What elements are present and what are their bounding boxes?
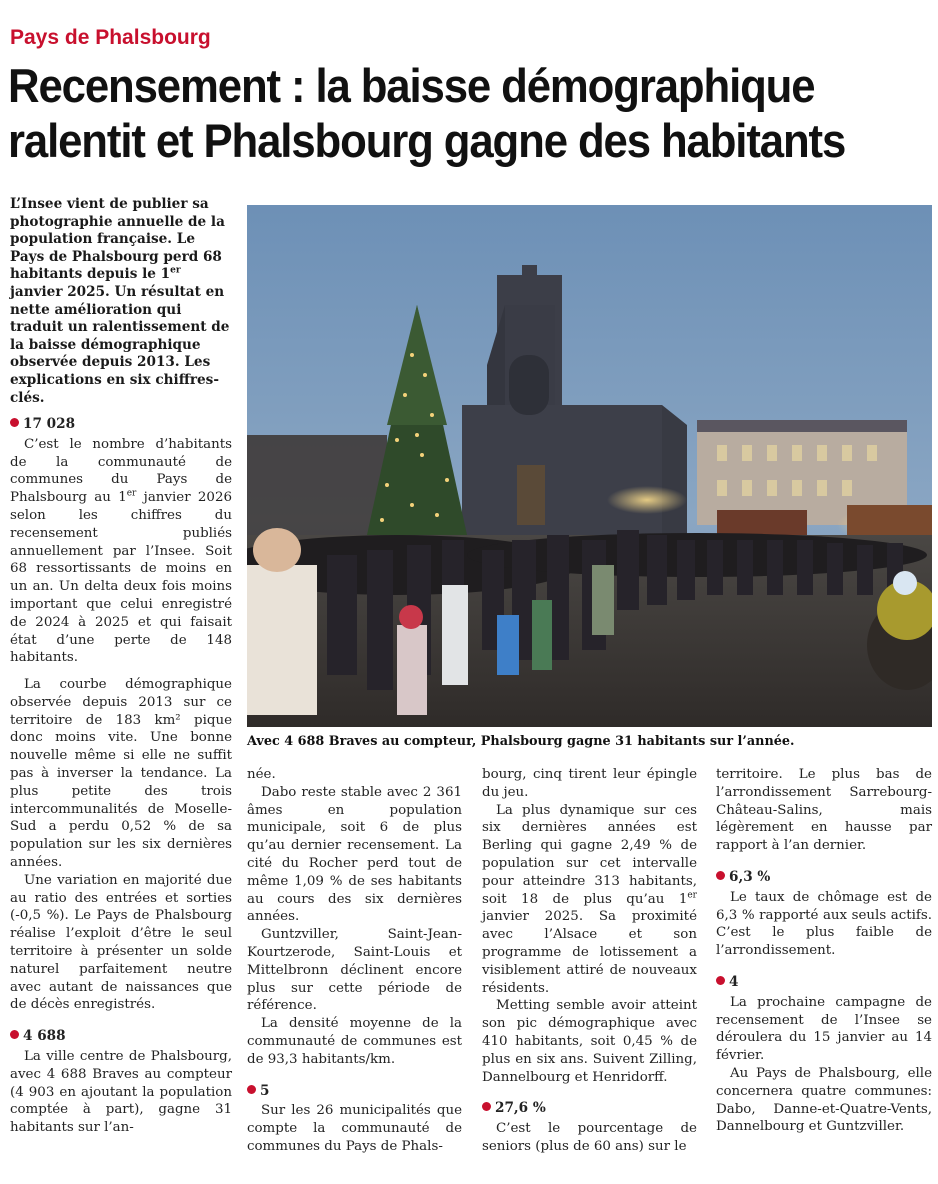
- key-figure-2: 4 688: [10, 1028, 232, 1046]
- paragraph: La densité moyenne de la communauté de communes est de 93,3 habitants/km.: [247, 1016, 462, 1067]
- paragraph: C’est le nombre d’habitants de la communauté de communes du Pays de Phalsbourg au 1er janvier 2026 selon les chiffres du recensement publiés annuellement par l’Insee. Soit 68 ressortissants de moins en un an. Un delta deux fois moins important que celui enregistré de 2024 à 2025 et qui faisait état d’une perte de 148 habitants.: [10, 436, 232, 666]
- column-1: [10, 406, 232, 667]
- column-4: [482, 766, 697, 1156]
- bullet-dot-icon: [716, 976, 725, 985]
- paragraph: Dabo reste stable avec 2 361 âmes en population municipale, soit 6 de plus qu’au dernier recensement. La cité du Rocher perd tout de même 1,09 % de ses habitants au cours des six dernières années.: [247, 784, 462, 925]
- photo-phalsbourg-christmas-market: [247, 205, 932, 727]
- paragraph: née.: [247, 767, 276, 782]
- column-3: [247, 766, 462, 1156]
- lead-text: L’Insee vient de publier sa photographie annuelle de la population française. Le Pays de Phalsbourg perd 68 habitants depuis le 1: [10, 196, 225, 283]
- bullet-dot-icon: [10, 418, 19, 427]
- paragraph: Une variation en majorité due au ratio des entrées et sorties (-0,5 %). Le Pays de Phalsbourg réalise l’exploit d’être le seul territoire à présenter un solde naturel parfaitement neutre avec autant de naissances que de décès enregistrés.: [10, 872, 232, 1013]
- key-figure-3: 5: [247, 1083, 462, 1101]
- photo-illustration: [247, 205, 932, 727]
- key-figure-6: 4: [716, 974, 932, 992]
- lead-paragraph: [10, 196, 232, 407]
- lead-sup: er: [170, 265, 181, 276]
- column-1b: [10, 676, 232, 1137]
- headline-line-1: Recensement : la baisse démographique: [8, 59, 815, 112]
- paragraph: La ville centre de Phalsbourg, avec 4 688 Braves au compteur (4 903 en ajoutant la population comptée à part), gagne 31 habitants sur l’an-: [10, 1048, 232, 1136]
- key-figure-4: 27,6 %: [482, 1100, 697, 1118]
- bullet-dot-icon: [247, 1085, 256, 1094]
- headline: [8, 58, 871, 168]
- section-kicker: Pays de Phalsbourg: [10, 26, 211, 49]
- headline-line-2: ralentit et Phalsbourg gagne des habitants: [8, 114, 846, 167]
- paragraph: La prochaine campagne de recensement de l’Insee se déroulera du 15 janvier au 14 février.: [716, 994, 932, 1064]
- photo-caption: Avec 4 688 Braves au compteur, Phalsbourg gagne 31 habitants sur l’année.: [247, 734, 795, 749]
- paragraph: Guntzviller, Saint-Jean-Kourtzerode, Saint-Louis et Mittelbronn déclinent encore plus sur cette période de référence.: [247, 927, 462, 1014]
- bullet-dot-icon: [482, 1102, 491, 1111]
- lead-text-end: janvier 2025. Un résultat en nette amélioration qui traduit un ralentissement de la baisse démographique observée depuis 2013. Les explications en six chiffres-clés.: [10, 283, 230, 406]
- bullet-dot-icon: [716, 871, 725, 880]
- paragraph: bourg, cinq tirent leur épingle du jeu.: [482, 767, 697, 800]
- paragraph: Metting semble avoir atteint son pic démographique avec 410 habitants, soit 0,45 % de plus en six ans. Suivent Zilling, Dannelbourg et Henridorff.: [482, 998, 697, 1085]
- paragraph: Au Pays de Phalsbourg, elle concernera quatre communes: Dabo, Danne-et-Quatre-Vents, Dannelbourg et Guntzviller.: [716, 1065, 932, 1135]
- paragraph: C’est le pourcentage de seniors (plus de 60 ans) sur le: [482, 1121, 697, 1154]
- paragraph: Le taux de chômage est de 6,3 % rapporté aux seuls actifs. C’est le plus faible de l’arrondissement.: [716, 889, 932, 959]
- key-figure-1: 17 028: [10, 416, 232, 434]
- bullet-dot-icon: [10, 1030, 19, 1039]
- paragraph: La courbe démographique observée depuis 2013 sur ce territoire de 183 km² pique donc moins vite. Une bonne nouvelle même si elle ne suffit pas à inverser la tendance. La plus petite des trois intercommunalités de Moselle-Sud a perdu 0,52 % de sa population sur les six dernières années.: [10, 677, 232, 870]
- paragraph: La plus dynamique sur ces six dernières années est Berling qui gagne 2,49 % de population sur cet intervalle pour atteindre 313 habitants, soit 18 de plus qu’au 1er janvier 2025. Sa proximité avec l’Alsace et son programme de lotissement a visiblement attiré de nouveaux résidents.: [482, 802, 697, 996]
- paragraph: territoire. Le plus bas de l’arrondissement Sarrebourg-Château-Salins, mais légèrement en hausse par rapport à l’an dernier.: [716, 767, 932, 854]
- key-figure-5: 6,3 %: [716, 869, 932, 887]
- paragraph: Sur les 26 municipalités que compte la communauté de communes du Pays de Phals-: [247, 1103, 462, 1154]
- column-5: [716, 766, 932, 1136]
